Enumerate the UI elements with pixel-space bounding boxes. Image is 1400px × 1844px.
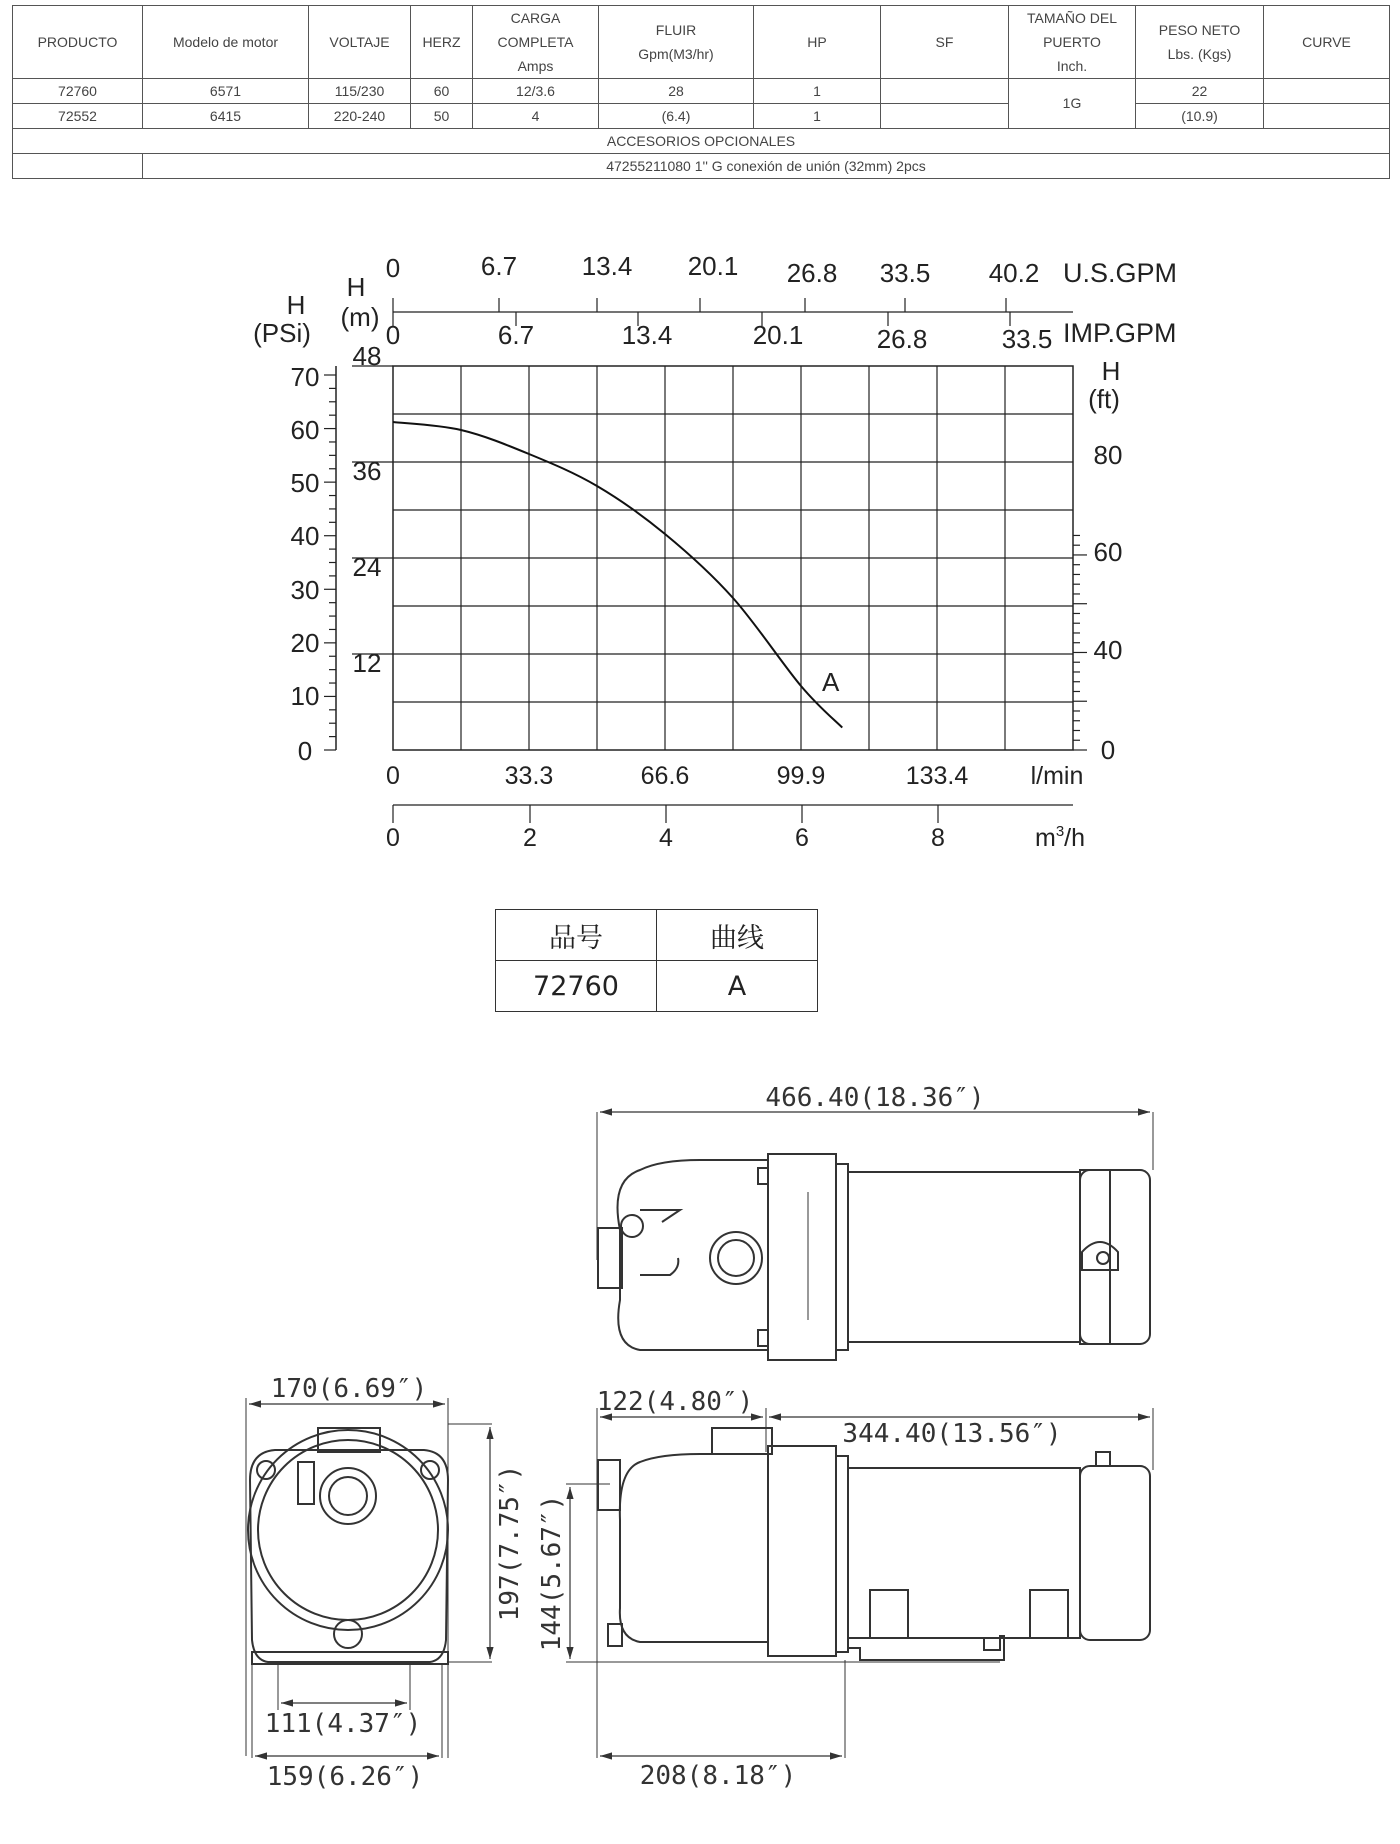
y-ft-axis-label-top: H (1101, 356, 1121, 386)
header-carga: CARGA COMPLETA Amps (473, 6, 599, 79)
header-curve: CURVE (1264, 6, 1390, 79)
dim-base-outer: 159(6.26″) (266, 1762, 424, 1792)
m3h-tick-label: 0 (386, 824, 400, 852)
y-m-tick-label: 24 (352, 552, 382, 582)
m3h-axis-label (1035, 823, 1085, 852)
cell-modelo: 6415 (143, 104, 309, 129)
imp-gpm-tick-label: 13.4 (621, 320, 673, 350)
curve-label-a: A (822, 667, 840, 697)
cell-fluir: 28 (599, 79, 754, 104)
y-psi-tick-label: 40 (290, 521, 320, 551)
y-psi-tick-label: 30 (290, 575, 320, 605)
curve-line-a (393, 422, 842, 728)
dim-motor-length: 344.40(13.56″) (842, 1419, 1062, 1449)
accessories-title: ACCESORIOS OPCIONALES (13, 129, 1390, 154)
cell-producto: 72760 (13, 79, 143, 104)
header-hp: HP (754, 6, 881, 79)
header-voltaje: VOLTAJE (309, 6, 411, 79)
us-gpm-tick-label: 0 (385, 253, 401, 283)
x-axis-label: l/min (1030, 762, 1084, 790)
dimension-drawings (0, 1060, 1400, 1844)
dim-front-width: 170(6.69″) (270, 1374, 428, 1404)
curve-legend-header-model: 品号 (496, 910, 657, 961)
y-psi-tick-label: 70 (290, 362, 320, 392)
y-psi-tick-label: 0 (297, 736, 313, 766)
header-modelo: Modelo de motor (143, 6, 309, 79)
imp-gpm-tick-label: 26.8 (876, 324, 928, 354)
y-m-axis-label-bottom: (m) (340, 302, 380, 332)
pump-side-view (566, 1408, 1153, 1758)
y-m-tick-label: 48 (352, 341, 382, 371)
y-m-tick-label: 36 (352, 456, 382, 486)
y-psi-axis-label-top: H (286, 290, 306, 320)
y-ft-tick-label: 60 (1093, 537, 1123, 567)
cell-modelo: 6571 (143, 79, 309, 104)
us-gpm-tick-label: 20.1 (687, 251, 739, 281)
m3h-tick-label: 8 (931, 824, 945, 852)
header-peso: PESO NETO Lbs. (Kgs) (1136, 6, 1264, 79)
cell-peso: 22 (1136, 79, 1264, 104)
y-psi-tick-label: 10 (290, 681, 320, 711)
cell-voltaje: 115/230 (309, 79, 411, 104)
cell-carga: 4 (473, 104, 599, 129)
y-psi-tick-label: 20 (290, 628, 320, 658)
dim-inlet-height: 144(5.67″) (537, 1494, 567, 1652)
x-tick-label: 33.3 (504, 762, 554, 790)
us-gpm-axis-label: U.S.GPM (1063, 258, 1178, 288)
m3h-tick-label: 6 (795, 824, 809, 852)
cell-peso: (10.9) (1136, 104, 1264, 129)
header-producto: PRODUCTO (13, 6, 143, 79)
curve-legend-model: 72760 (496, 961, 657, 1012)
us-gpm-tick-label: 6.7 (480, 251, 518, 281)
cell-herz: 60 (411, 79, 473, 104)
imp-gpm-tick-label: 0 (385, 320, 401, 350)
y-ft-tick-label: 0 (1100, 735, 1116, 765)
x-tick-label: 133.4 (905, 762, 969, 790)
curve-legend-row (496, 961, 818, 1012)
header-puerto: TAMAÑO DEL PUERTO Inch. (1009, 6, 1136, 79)
y-psi-tick-label: 60 (290, 415, 320, 445)
m3h-tick-label: 4 (659, 824, 673, 852)
m3h-axis-label-sup: 3 (1055, 823, 1065, 840)
dim-base-length: 208(8.18″) (639, 1761, 797, 1791)
us-gpm-tick-label: 13.4 (581, 251, 633, 281)
m3h-axis-label-base: m (1034, 824, 1056, 852)
curve-legend-table (495, 909, 818, 1012)
us-gpm-tick-label: 33.5 (879, 258, 931, 288)
y-m-axis-label-top: H (346, 272, 366, 302)
dim-overall-length: 466.40(18.36″) (765, 1083, 985, 1113)
header-sf: SF (881, 6, 1009, 79)
chart-axes (324, 298, 1087, 823)
m3h-tick-label: 2 (523, 824, 537, 852)
chart-labels (253, 251, 1177, 852)
y-psi-tick-label: 50 (290, 468, 320, 498)
y-ft-tick-label: 40 (1093, 635, 1123, 665)
cell-fluir: (6.4) (599, 104, 754, 129)
m3h-axis-label-rest: /h (1064, 824, 1086, 852)
cell-hp: 1 (754, 79, 881, 104)
chart-grid (393, 366, 1073, 750)
curve-legend-curve: A (657, 961, 818, 1012)
y-psi-axis-label-bottom: (PSi) (253, 318, 311, 348)
y-m-tick-label: 12 (352, 648, 382, 678)
x-tick-label: 99.9 (776, 762, 826, 790)
cell-hp: 1 (754, 104, 881, 129)
cell-producto: 72552 (13, 104, 143, 129)
us-gpm-tick-label: 26.8 (786, 258, 838, 288)
imp-gpm-axis-label: IMP.GPM (1063, 318, 1177, 348)
pump-front-view (246, 1398, 492, 1758)
curve-legend-header (496, 910, 818, 961)
dim-front-height: 197(7.75″) (495, 1464, 525, 1622)
imp-gpm-tick-label: 6.7 (497, 320, 535, 350)
curve-legend-header-curve: 曲线 (657, 910, 818, 961)
cell-carga: 12/3.6 (473, 79, 599, 104)
accessories-item: 47255211080 1'' G conexión de unión (32mm) 2pcs (143, 154, 1390, 179)
imp-gpm-tick-label: 20.1 (752, 320, 804, 350)
header-fluir: FLUIR Gpm(M3/hr) (599, 6, 754, 79)
dim-inlet-offset: 122(4.80″) (596, 1387, 754, 1417)
y-ft-axis-label-bottom: (ft) (1088, 384, 1120, 414)
pump-top-view (597, 1112, 1153, 1360)
us-gpm-tick-label: 40.2 (988, 258, 1040, 288)
imp-gpm-tick-label: 33.5 (1001, 324, 1053, 354)
header-herz: HERZ (411, 6, 473, 79)
dim-base-inner: 111(4.37″) (264, 1709, 422, 1739)
performance-chart (0, 0, 1400, 880)
cell-puerto: 1G (1009, 79, 1136, 129)
x-tick-label: 66.6 (640, 762, 690, 790)
x-tick-label: 0 (386, 762, 400, 790)
cell-herz: 50 (411, 104, 473, 129)
cell-voltaje: 220-240 (309, 104, 411, 129)
y-ft-tick-label: 80 (1093, 440, 1123, 470)
